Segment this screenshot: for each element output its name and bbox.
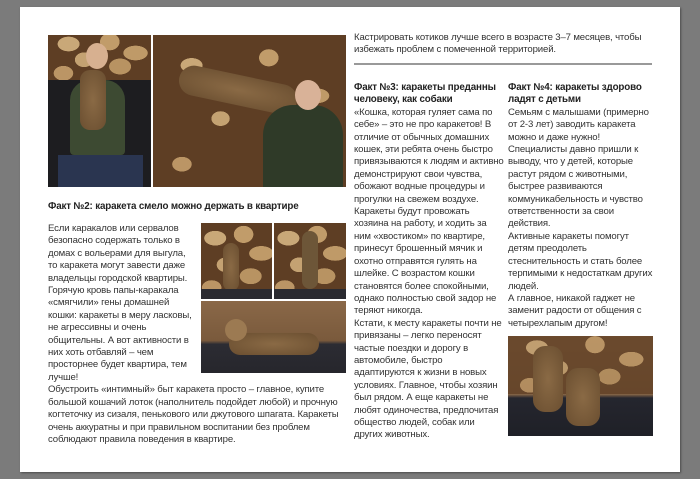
photo-collage: [201, 223, 346, 375]
intro-note: [354, 32, 654, 57]
fact3-paragraph: Кстати, к месту каракеты почти не привязаны – легко переносят частые поездки и дорогу в автомобиле, быстро адаптируются к жизни в новых условиях. Главное, чтобы хозяин был рядом. А еще каракеты не любят одиночества, предпочитая общество людей, собак или других животных.: [354, 317, 502, 441]
magazine-page: [20, 7, 680, 472]
fact4-heading: Факт №4: каракеты здорово ладят с детьми: [508, 82, 642, 106]
fact4-paragraph: А главное, никакой гаджет не заменит радости от общения с четырехлапым другом!: [508, 292, 642, 329]
photo-caracat-lying: [201, 301, 346, 373]
photo-kittens-standing: [201, 223, 272, 299]
fact3-paragraph: «Кошка, которая гуляет сама по себе» – это не про каракетов! В отличие от обычных домашних кошек, эти ребята очень быстро привязываются к людям и активно демонстрируют свои чувства, обожают водные процедуры и прогулки на свежем воздухе. Каракеты будут провожать хозяина на работу, и ходить за ним «хвостиком» по квартире, принесут брошенный мячик и охотно отправятся гулять на шлейке. С возрастом кошки становятся более спокойными, однако полностью свой задор не теряют никогда.: [354, 106, 504, 317]
fact2-paragraph: Если каракалов или сервалов безопасно содержать только в домах с вольерами для выгула, то каракета могут завести даже владельцы городской квартиры. Горячую кровь папы-каракала «смягчили» гены домашней кошки: каракеты в меру ласковы, не агрессивны и очень общительны. А вот активности в них хоть отбавляй – чем просторнее будет квартира, тем лучше!: [48, 223, 192, 383]
photo-kitten-stretching: [274, 223, 346, 299]
photo-two-kittens: [508, 336, 653, 436]
fact2-paragraph-text: Обустроить «интимный» быт каракета просто – главное, купите большой кошачий лоток (наполнитель подойдет любой) и прочную когтеточку из сизаля, пенькового или джутового шпагата. Каракеты очень аккуратны и при правильном воспитании без проблем соблюдают правила поведения в квартире.: [48, 384, 339, 445]
fact3-heading: Факт №3: каракеты преданны человеку, как собаки: [354, 82, 496, 106]
fact4-paragraph: Активные каракеты помогут детям преодолеть стеснительность и стать более терпимыми к недостаткам других людей.: [508, 230, 653, 292]
intro-note-text: Кастрировать котиков лучше всего в возрасте 3–7 месяцев, чтобы избежать проблем с помеченной территорией.: [354, 32, 642, 56]
photo-woman-holding-caracat: [153, 35, 346, 187]
fact4-paragraph: Семьям с малышами (примерно от 2-3 лет) заводить каракета можно и даже нужно! Специалисты давно пришли к выводу, что у детей, которые растут рядом с животными, быстрее развиваются коммуникабельность и чувство ответственности за свои действия.: [508, 106, 649, 230]
fact2-heading: Факт №2: каракета смело можно держать в квартире: [48, 201, 299, 212]
fact4-column: [508, 82, 656, 330]
photo-woman-with-kittens-on-sofa: [48, 35, 151, 187]
fact2-body: [48, 223, 346, 446]
fact3-column: [354, 82, 504, 442]
divider-rule: [354, 63, 652, 65]
